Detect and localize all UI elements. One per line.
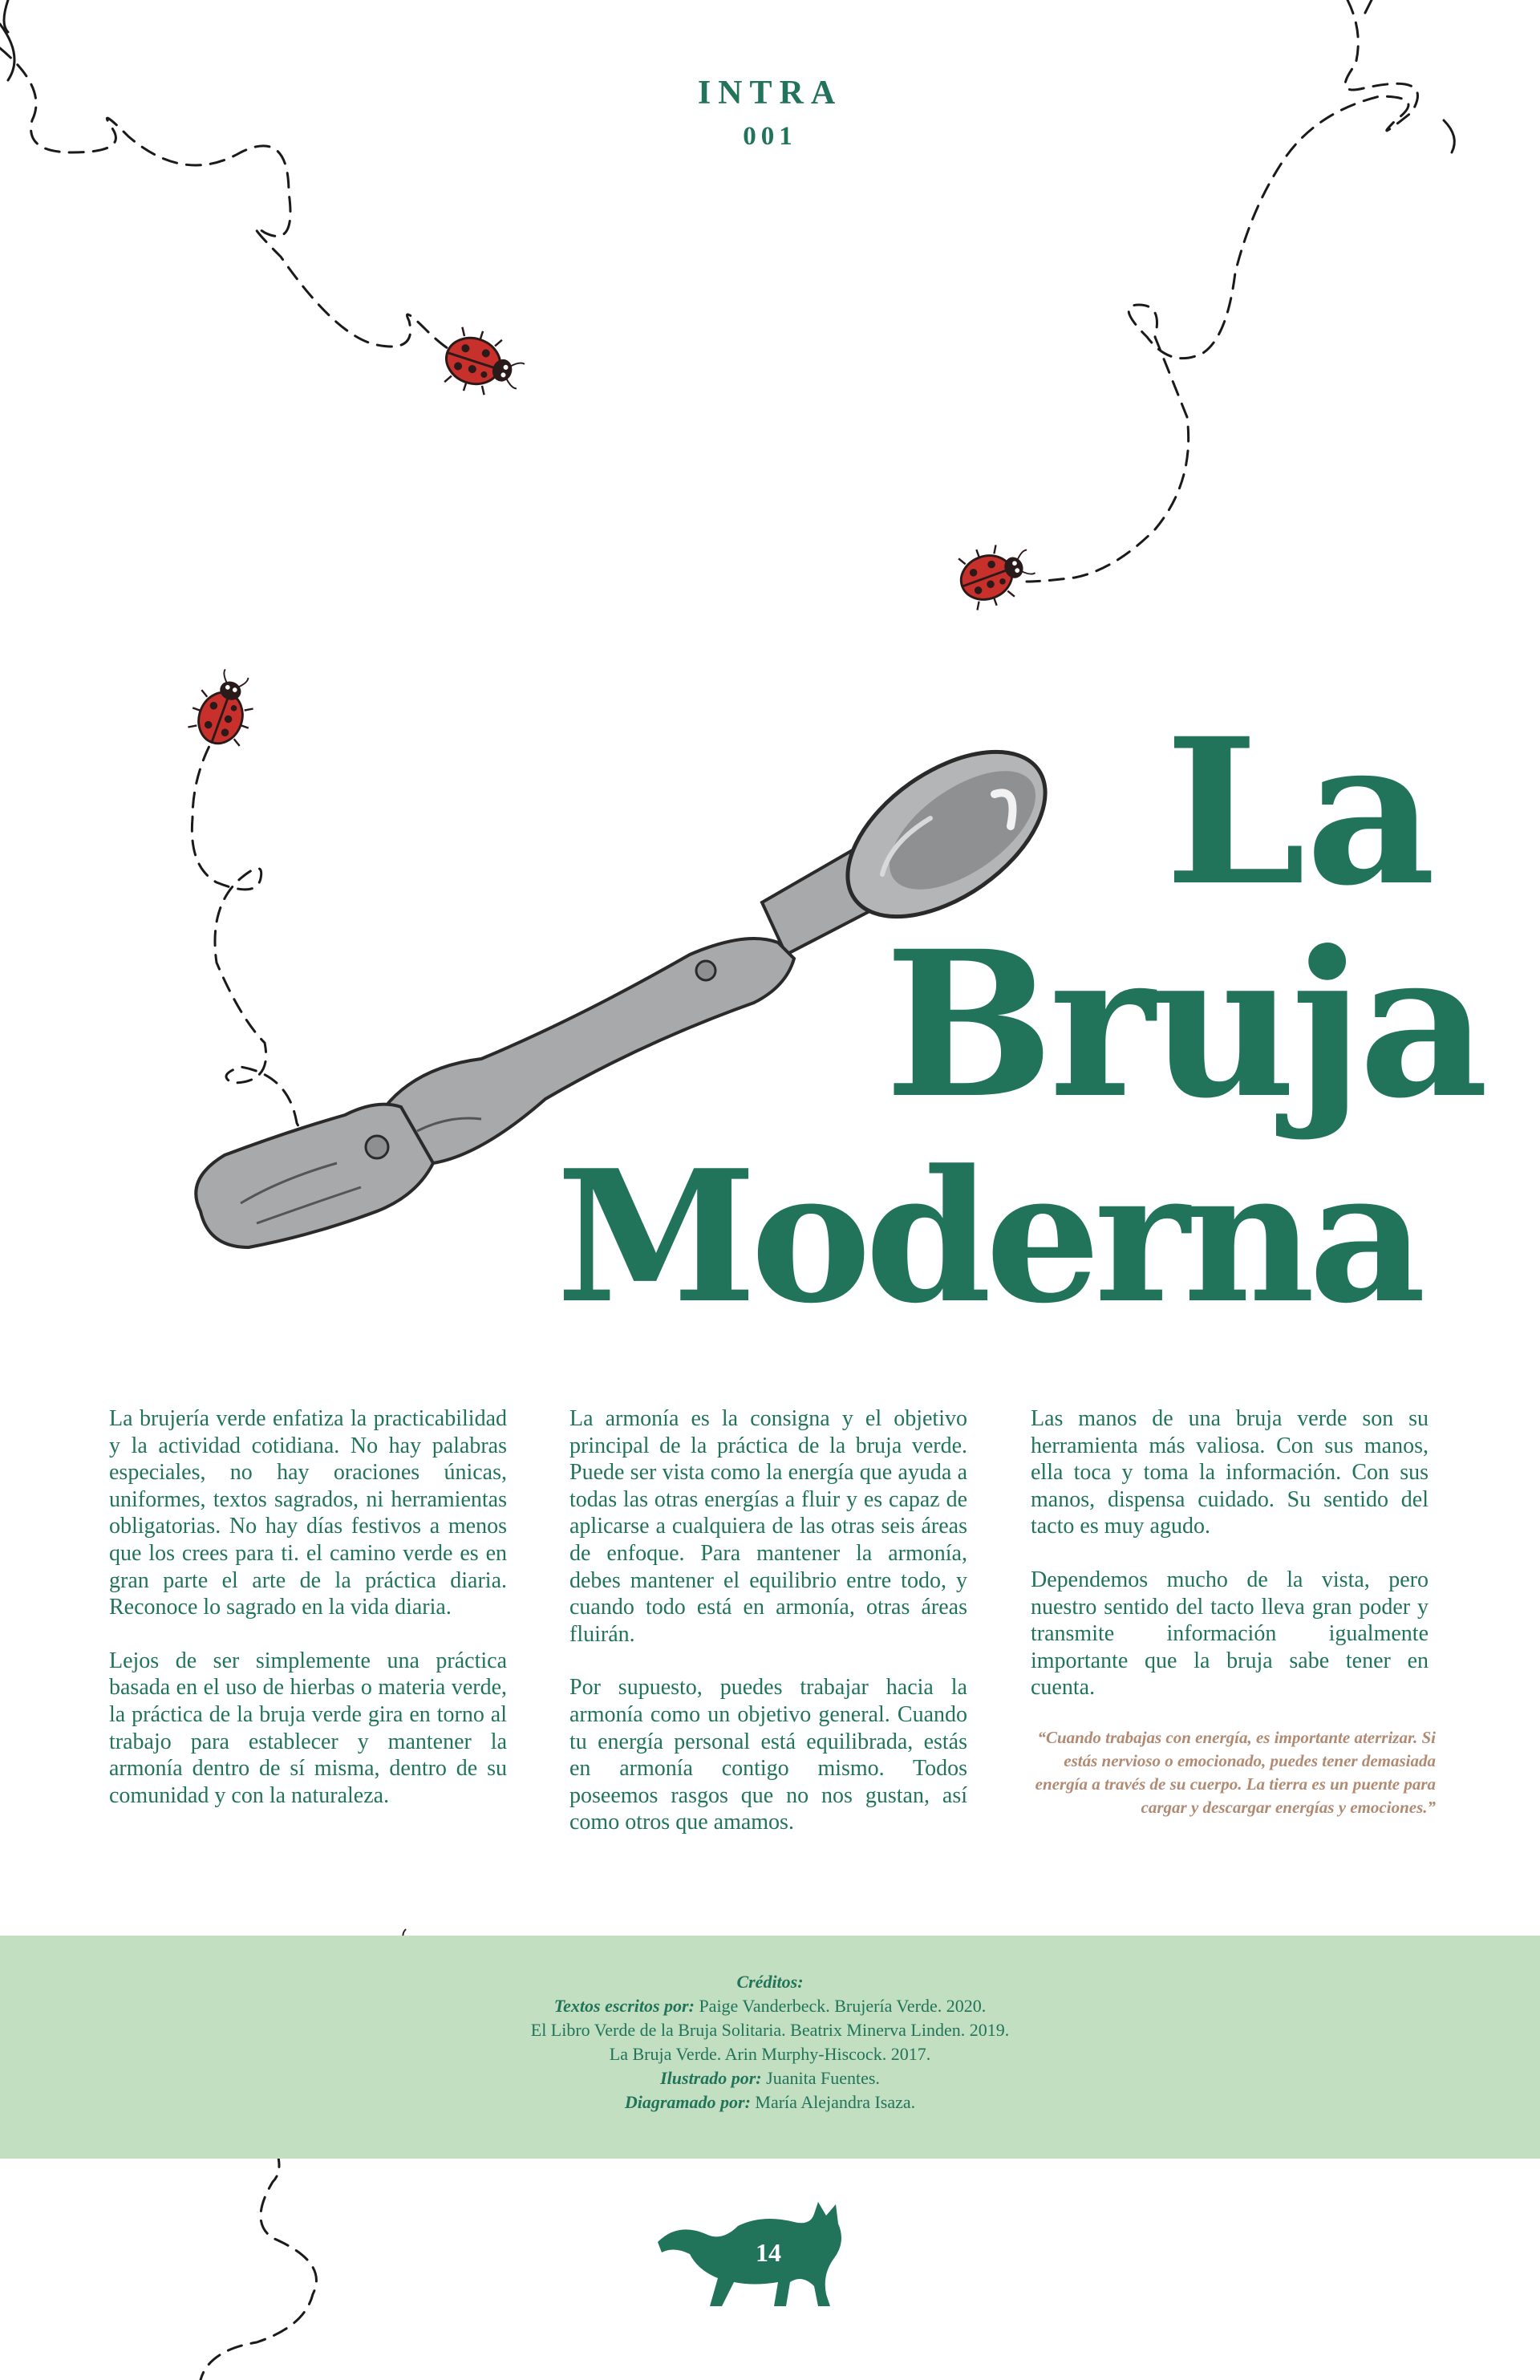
credits xyxy=(0,1970,1540,2114)
flight-path-mid-left xyxy=(192,726,317,1136)
text-column-1 xyxy=(109,1405,507,1835)
paragraph: Por supuesto, puedes trabajar hacia la armonía como un objetivo general. Cuando tu energía personal está equilibrada, estás en armonía contigo mismo. Todos poseemos rasgos que no nos gustan, así como otros que amamos. xyxy=(569,1675,967,1835)
credits-written-2: El Libro Verde de la Bruja Solitaria. Beatrix Minerva Linden. 2019. xyxy=(530,2020,1010,2040)
magazine-name: INTRA xyxy=(697,75,843,111)
title-line-3: Moderna xyxy=(556,1131,1420,1344)
ladybug-icon xyxy=(184,663,265,752)
title-line-2: Bruja xyxy=(884,906,1484,1142)
flight-path-corner xyxy=(1364,0,1372,16)
credits-heading: Créditos: xyxy=(736,1972,804,1992)
article-title xyxy=(481,694,1484,1344)
credits-layout-by: María Alejandra Isaza. xyxy=(755,2092,916,2112)
ladybug-icon xyxy=(438,322,530,406)
paragraph: La brujería verde enfatiza la practicabilidad y la actividad cotidiana. No hay palabras especiales, no hay oraciones únicas, uniformes, textos sagrados, ni herramientas obligatorias. No hay días festivos a menos que los crees para ti. el camino verde es en gran parte el arte de la práctica diaria. Reconoce lo sagrado en la vida diaria. xyxy=(109,1406,507,1620)
credits-written-1: Paige Vanderbeck. Brujería Verde. 2020. xyxy=(699,1996,987,2016)
paragraph: La armonía es la consigna y el objetivo principal de la práctica de la bruja verde. Puede ser vista como la energía que ayuda a todas las otras energías a fluir y es capaz de aplicarse a cualquiera de las otras seis áreas de enfoque. Para mantener la armonía, debes mantener el equilibrio entre todo, y cuando todo está en armonía, otras áreas fluirán. xyxy=(569,1406,967,1647)
page-number: 14 xyxy=(756,2238,781,2267)
credits-illustrated-by: Juanita Fuentes. xyxy=(766,2068,880,2088)
pull-quote: “Cuando trabajas con energía, es importante aterrizar. Si estás nervioso o emocionado, puedes tener demasiada energía a través de su cuerpo. La tierra es un puente para cargar y descargar energías y emociones.” xyxy=(1035,1728,1436,1817)
text-column-3 xyxy=(1031,1405,1429,1728)
title-line-1: La xyxy=(1165,694,1436,930)
paragraph: Las manos de una bruja verde son su herramienta más valiosa. Con sus manos, ella toca y toma la información. Con sus manos, dispensa cuidado. Su sentido del tacto es muy agudo. xyxy=(1031,1406,1429,1539)
paragraph: Dependemos mucho de la vista, pero nuestro sentido del tacto lleva gran poder y transmite información igualmente importante que la bruja sabe tener en cuenta. xyxy=(1031,1567,1429,1701)
text-column-2 xyxy=(569,1405,967,1863)
issue-number: 001 xyxy=(743,122,797,151)
credits-layout-label: Diagramado por: xyxy=(624,2092,751,2112)
credits-written-3: La Bruja Verde. Arin Murphy-Hiscock. 2017. xyxy=(609,2044,931,2064)
ladybug-icon xyxy=(952,533,1041,614)
credits-illustrated-label: Ilustrado por: xyxy=(660,2068,762,2088)
credits-written-label: Textos escritos por: xyxy=(553,1996,695,2016)
paragraph: Lejos de ser simplemente una práctica basada en el uso de hierbas o materia verde, la práctica de la bruja verde gira en torno al trabajo para establecer y mantener la armonía dentro de sí misma, dentro de su comunidad y con la naturaleza. xyxy=(109,1648,507,1808)
